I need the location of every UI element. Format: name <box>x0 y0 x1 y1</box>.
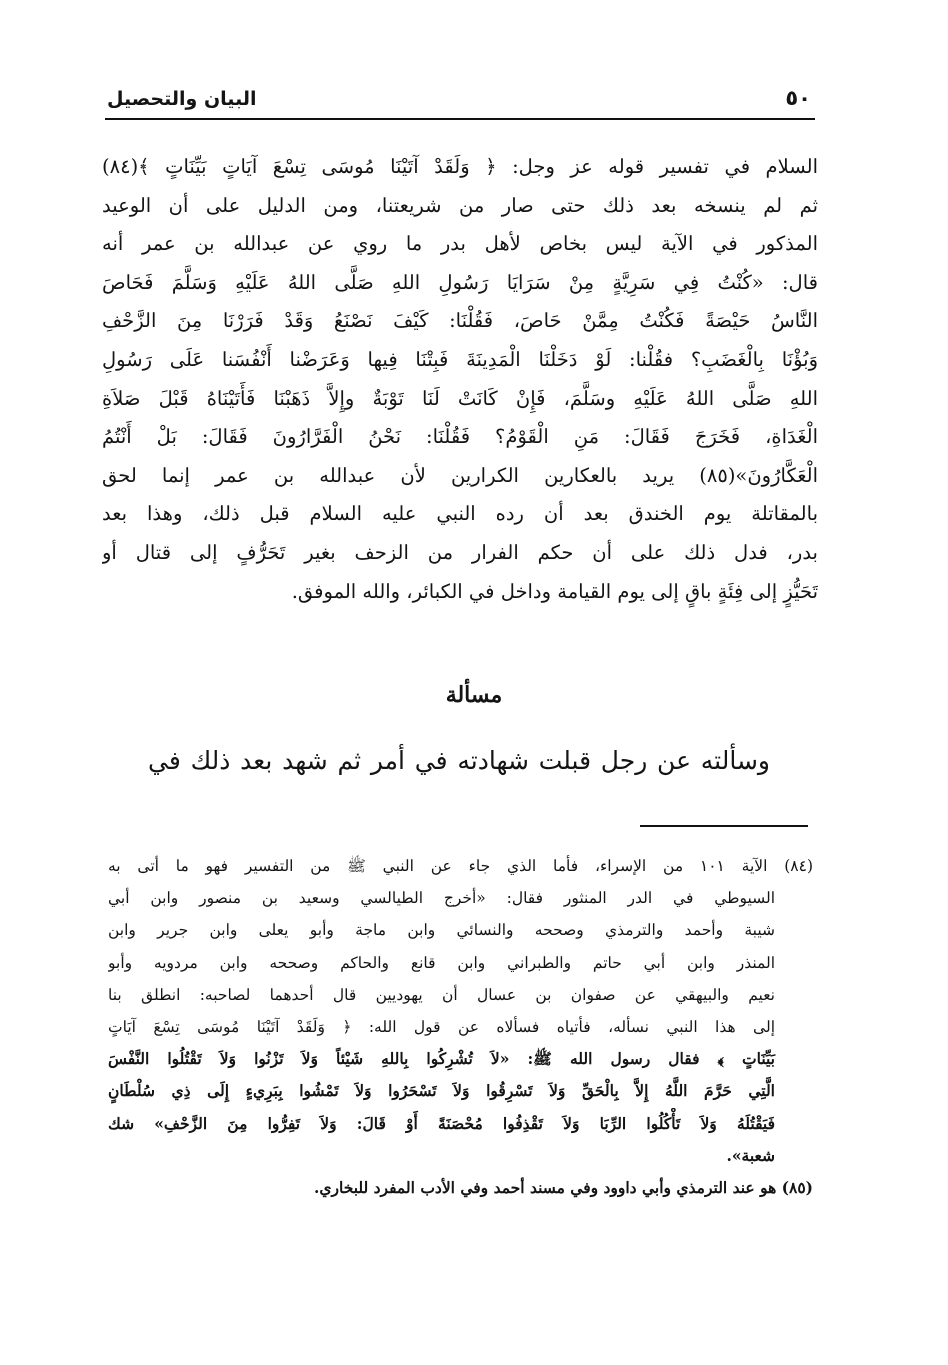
footnote-line: (٨٥) هو عند الترمذي وأبي داوود وفي مسند أحمد وفي الأدب المفرد للبخاري. <box>313 1177 813 1197</box>
footnote-divider <box>640 825 808 827</box>
text-line: الْغَدَاةِ، فَخَرَجَ فَقَالَ: مَنِ الْقَوْمُ؟ فَقُلْنَا: نَحْنُ الْفَرَّارُونَ فَقَالَ: بَلْ أَنْتُمُ <box>102 425 818 449</box>
footnote-line: الَّتِي حَرَّمَ اللَّهُ إِلاَّ بِالْحَقِّ وَلاَ تَسْرِقُوا وَلاَ تَسْحَرُوا وَلاَ تَمْشُوا بِبَرِيءٍ إِلَى ذِي سُلْطَانٍ <box>108 1081 775 1101</box>
question-text: وسألته عن رجل قبلت شهادته في أمر ثم شهد بعد ذلك في <box>148 746 770 775</box>
footnote-line: فَيَقْتُلَهُ وَلاَ تَأْكُلُوا الرِّبَا وَلاَ تَقْذِفُوا مُحْصَنَةً أَوْ قَالَ: وَلاَ تَفِرُّوا مِنَ الزَّحْفِ» شك <box>108 1113 775 1133</box>
text-line: ثم لم ينسخه بعد ذلك حتى صار من شريعتنا، ومن الدليل على أن الوعيد <box>102 193 818 217</box>
section-heading: مسألة <box>445 682 503 708</box>
page-number: ٥٠ <box>785 86 811 110</box>
running-title: البيان والتحصيل <box>107 88 257 110</box>
footnote-line: بَيِّنَاتٍ ﴾ فقال رسول الله ﷺ: «لاَ تُشْرِكُوا بِاللهِ شَيْئاً وَلاَ تَزْنُوا وَلاَ تَقْتُلُوا النَّفْسَ <box>108 1049 775 1069</box>
footnote-line: نعيم والبيهقي عن صفوان بن عسال أن يهوديين قال أحدهما لصاحبه: انطلق بنا <box>108 985 775 1004</box>
text-line: وَبُؤْنَا بِالْغَضَبِ؟ فقُلْنا: لَوْ دَخَلْنَا الْمَدِينَةَ فَبِتْنَا فِيها وَعَرَضْنا أَنْفُسَنا عَلَى رَسُولِ <box>102 347 818 371</box>
footnotes <box>108 850 813 1204</box>
footnote-line: (٨٤) الآية ١٠١ من الإسراء، فأما الذي جاء عن النبي ﷺ من التفسير فهو ما أتى به <box>108 857 813 875</box>
text-line: الْعَكَّارُونَ»(٨٥) يريد بالعكارين الكرارين لأن عبدالله بن عمر إنما لحق <box>102 463 818 487</box>
footnote-line: المنذر وابن أبي حاتم والطبراني وابن قانع والحاكم وصححه وابن مردويه وأبو <box>108 953 775 972</box>
text-line: السلام في تفسير قوله عز وجل: ﴿ وَلَقَدْ آتَيْنَا مُوسَى تِسْعَ آيَاتٍ بَيِّنَاتٍ ﴾(٨٤) <box>102 155 818 178</box>
running-header <box>105 84 815 116</box>
footnote-line: شعبة». <box>726 1145 775 1165</box>
footnote-line: إلى هذا النبي نسأله، فأتياه فسألاه عن قول الله: ﴿ وَلَقَدْ آتَيْنَا مُوسَى تِسْعَ آيَاتٍ <box>108 1017 775 1036</box>
text-line: اللهِ صَلَّى اللهُ عَلَيْهِ وسَلَّمَ، فَإِنْ كَانَتْ لَنَا تَوْبَةٌ وإِلاَّ ذَهَبْنَا فَأَتَيْنَاهُ قَبْلَ صَلاَةِ <box>102 386 818 410</box>
text-line: بالمقاتلة يوم الخندق بعد أن رده النبي عليه السلام قبل ذلك، وهذا بعد <box>102 502 818 526</box>
main-text <box>102 148 818 611</box>
text-line: النَّاسُ حَيْصَةً فَكُنْتُ مِمَّنْ حَاصَ، فَقُلْنَا: كَيْفَ نَصْنَعُ وَقَدْ فَرَرْنَا مِنَ الزَّحْفِ <box>102 309 818 333</box>
text-line: بدر، فدل ذلك على أن حكم الفرار من الزحف بغير تَحَرُّفٍ إلى قتال أو <box>102 540 818 564</box>
text-line: قال: «كُنْتُ فِي سَرِيَّةٍ مِنْ سَرَايَا رَسُولِ اللهِ صَلَّى اللهُ عَلَيْهِ وَسَلَّمَ فَحَاصَ <box>102 270 818 294</box>
footnote-line: شيبة وأحمد والترمذي وصححه والنسائي وابن ماجة وأبو يعلى وابن جرير وابن <box>108 921 775 940</box>
footnote-line: السيوطي في الدر المنثور فقال: «أخرج الطيالسي وسعيد بن منصور وابن أبي <box>108 889 775 908</box>
text-line: تَحَيُّزٍ إلى فِئَةٍ باقٍ إلى يوم القيامة وداخل في الكبائر، والله الموفق. <box>291 579 818 603</box>
text-line: المذكور في الآية ليس بخاص لأهل بدر ما روي عن عبدالله بن عمر أنه <box>102 232 818 256</box>
header-divider <box>105 118 815 120</box>
